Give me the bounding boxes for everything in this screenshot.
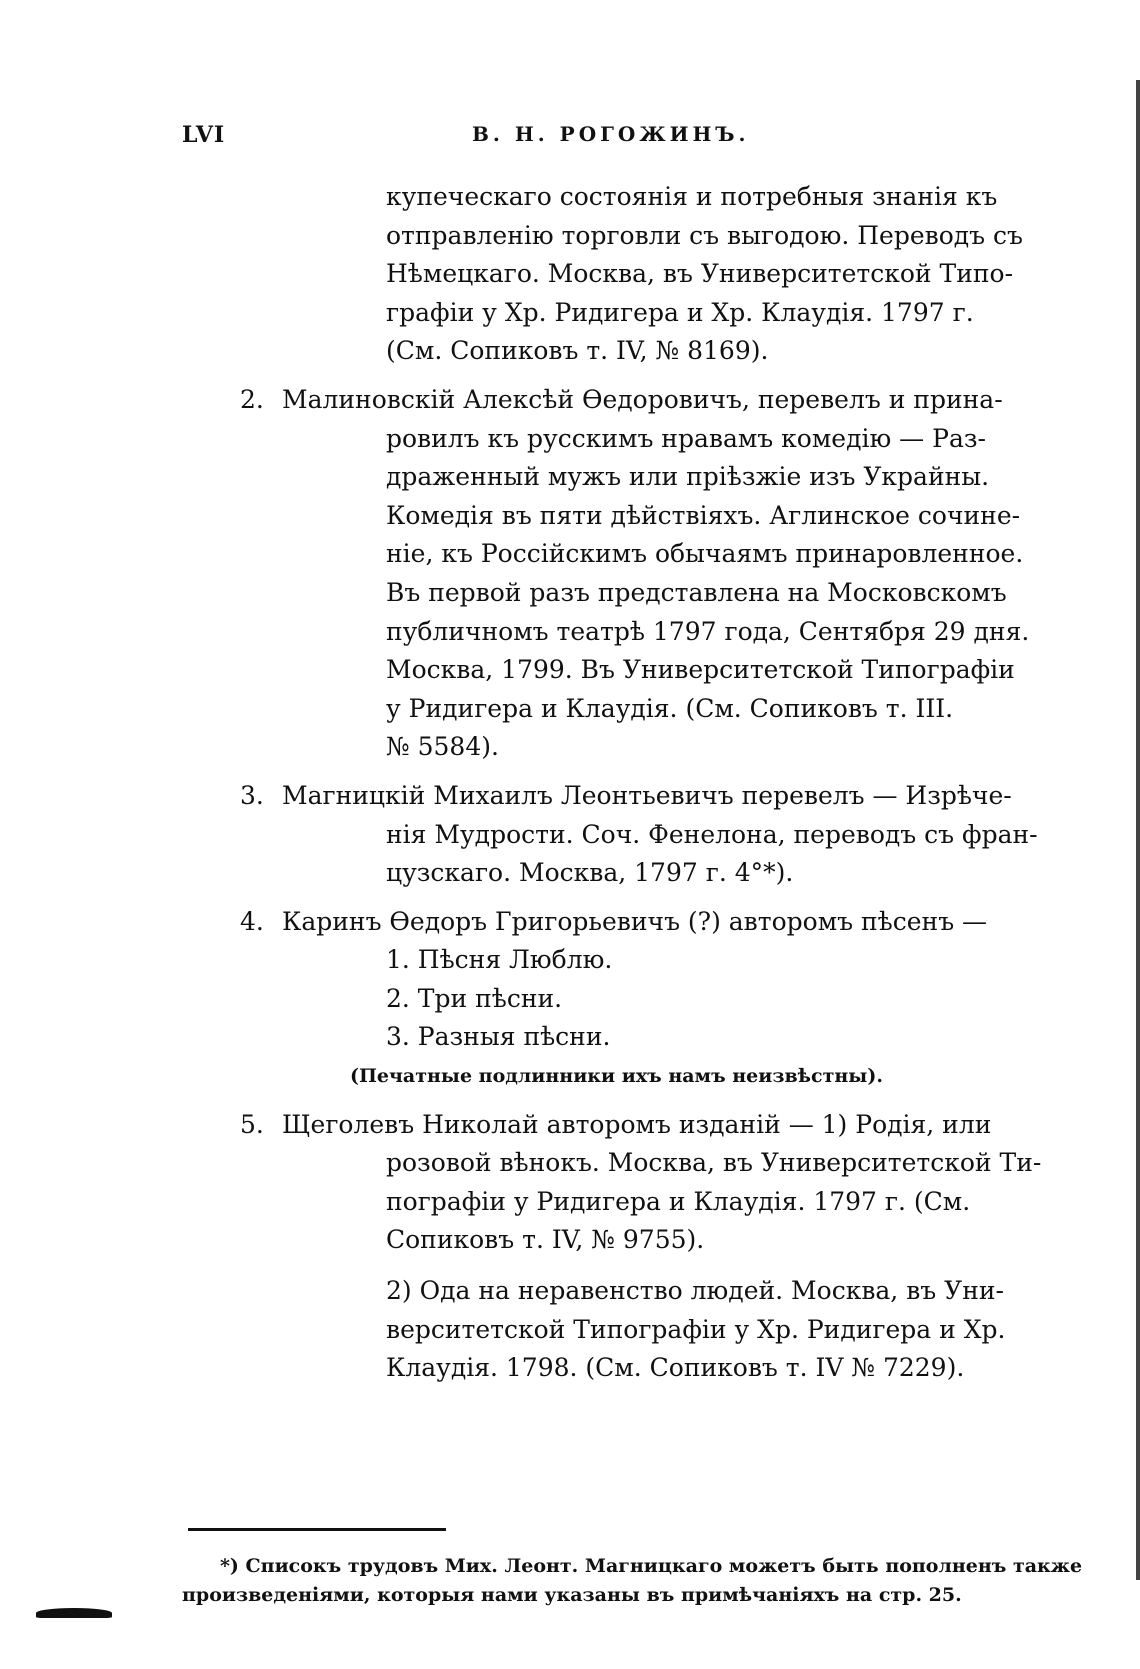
entry-heading: Щеголевъ Николай авторомъ изданій — 1) Родія, или bbox=[282, 1109, 992, 1139]
page-header bbox=[182, 122, 980, 152]
footnote bbox=[182, 1552, 1083, 1610]
text-line: (См. Сопиковъ т. IV, № 8169). bbox=[386, 336, 769, 366]
entry-3 bbox=[240, 777, 1038, 893]
text-line: ніе, къ Россійскимъ обычаямъ принаровленное. bbox=[386, 539, 1024, 569]
entry-heading: Малиновскій Алексѣй Ѳедоровичъ, перевелъ и прина- bbox=[282, 384, 1003, 414]
entry-2 bbox=[240, 381, 1030, 767]
entry-number: 2. bbox=[240, 384, 264, 414]
song-list-item: 1. Пѣсня Люблю. bbox=[386, 945, 613, 975]
running-title: В. Н. РОГОЖИНЪ. bbox=[472, 122, 750, 146]
text-line: графіи у Хр. Ридигера и Хр. Клаудія. 1797 г. bbox=[386, 297, 974, 327]
entry-first-line bbox=[240, 381, 1003, 420]
scan-blot bbox=[36, 1608, 112, 1618]
page-number: LVI bbox=[182, 122, 226, 148]
song-list-item: 2. Три пѣсни. bbox=[386, 983, 563, 1013]
entry-number: 3. bbox=[240, 780, 264, 810]
entry-first-line bbox=[240, 903, 988, 942]
text-line: 2) Ода на неравенство людей. Москва, въ Уни- bbox=[386, 1276, 1004, 1306]
footnote-rule bbox=[188, 1528, 446, 1531]
main-text bbox=[240, 178, 1042, 1388]
entry-note: (Печатные подлинники ихъ намъ неизвѣстны). bbox=[350, 1065, 883, 1088]
text-line: публичномъ театрѣ 1797 года, Сентября 29 дня. bbox=[386, 616, 1030, 646]
entry-heading: Каринъ Ѳедоръ Григорьевичъ (?) авторомъ пѣсенъ — bbox=[282, 906, 988, 936]
entry-4 bbox=[240, 903, 988, 1096]
text-line: Въ первой разъ представлена на Московскомъ bbox=[386, 577, 1007, 607]
text-line: верситетской Типографіи у Хр. Ридигера и Хр. bbox=[386, 1314, 1006, 1344]
entry-number: 4. bbox=[240, 906, 264, 936]
text-line: Москва, 1799. Въ Университетской Типографіи bbox=[386, 655, 1015, 685]
text-line: нія Мудрости. Соч. Фенелона, переводъ съ фран- bbox=[386, 819, 1038, 849]
text-line: у Ридигера и Клаудія. (См. Сопиковъ т. III. bbox=[386, 693, 954, 723]
text-line: Нѣмецкаго. Москва, въ Университетской Типо- bbox=[386, 259, 1014, 289]
text-line: Комедія въ пяти дѣйствіяхъ. Аглинское сочине- bbox=[386, 500, 1021, 530]
entry-first-line bbox=[240, 777, 1012, 816]
text-line: Клаудія. 1798. (См. Сопиковъ т. IV № 7229). bbox=[386, 1353, 965, 1383]
scan-edge-shadow bbox=[1136, 80, 1140, 1580]
entry-5-paragraph-2 bbox=[240, 1272, 1006, 1388]
entry-first-line bbox=[240, 1106, 992, 1145]
song-list-item: 3. Разныя пѣсни. bbox=[386, 1022, 611, 1052]
text-line: пографіи у Ридигера и Клаудія. 1797 г. (См. bbox=[386, 1186, 971, 1216]
text-line: розовой вѣнокъ. Москва, въ Университетской Ти- bbox=[386, 1148, 1042, 1178]
text-line: ровилъ къ русскимъ нравамъ комедію — Раз- bbox=[386, 423, 986, 453]
entry-5 bbox=[240, 1106, 1042, 1388]
text-line: драженный мужъ или пріѣзжіе изъ Украйны. bbox=[386, 462, 990, 492]
entry-number: 5. bbox=[240, 1109, 264, 1139]
text-line: Сопиковъ т. IV, № 9755). bbox=[386, 1225, 705, 1255]
text-line: купеческаго состоянія и потребныя знанія къ bbox=[386, 182, 998, 211]
text-line: № 5584). bbox=[386, 732, 499, 762]
entry-heading: Магницкій Михаилъ Леонтьевичъ перевелъ — Изрѣче- bbox=[282, 780, 1012, 810]
text-line: цузскаго. Москва, 1797 г. 4°*). bbox=[386, 858, 794, 888]
footnote-line: *) Списокъ трудовъ Мих. Леонт. Магницкаго можетъ быть пополненъ также bbox=[220, 1555, 1083, 1577]
text-line: отправленію торговли съ выгодою. Переводъ съ bbox=[386, 220, 1023, 250]
footnote-line: произведеніями, которыя нами указаны въ примѣчаніяхъ на стр. 25. bbox=[182, 1584, 962, 1606]
